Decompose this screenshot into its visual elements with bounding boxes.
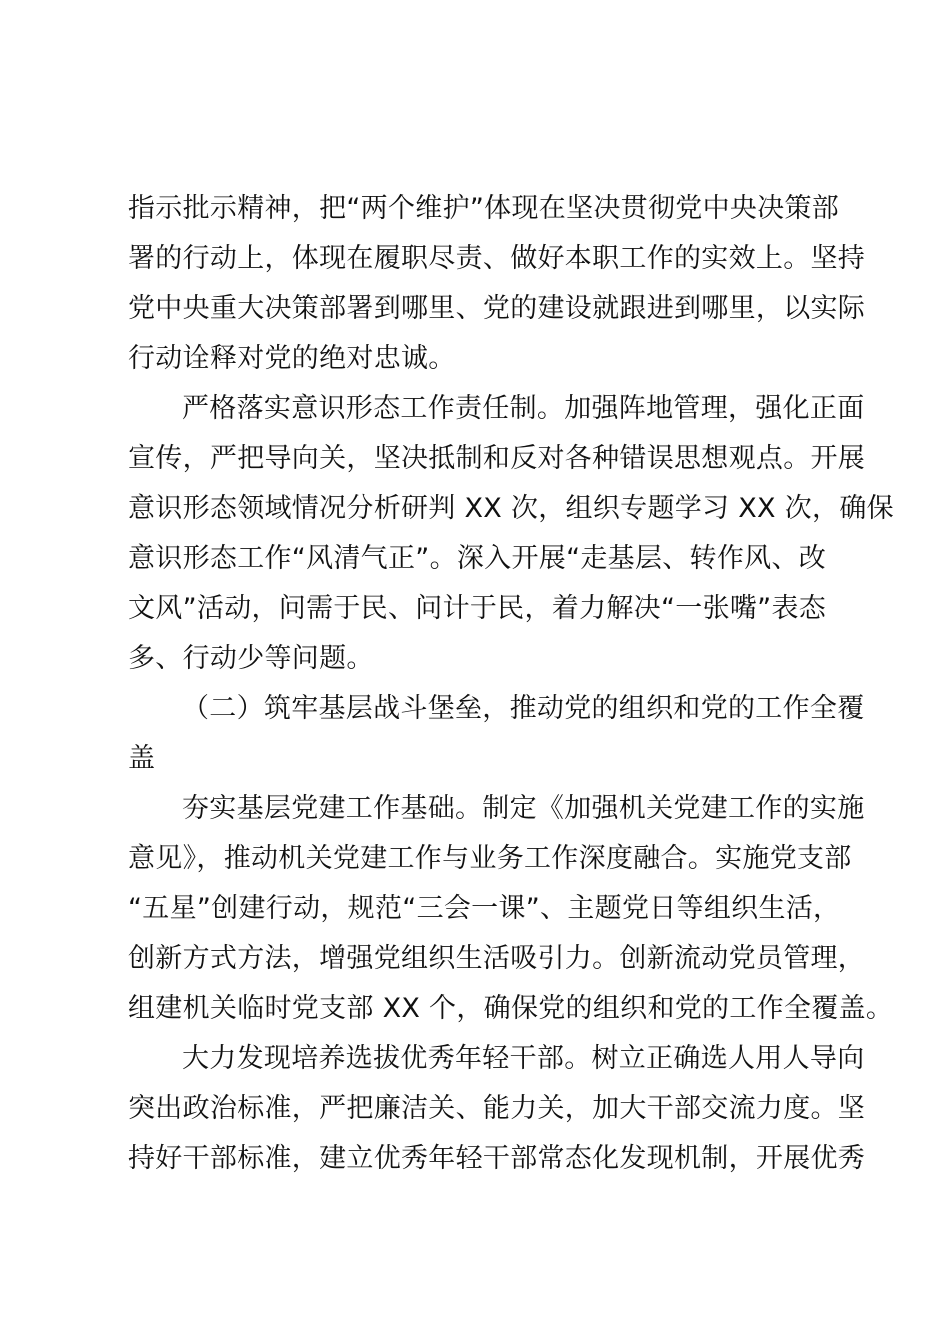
heading-line: （二）筑牢基层战斗堡垒，推动党的组织和党的工作全覆	[182, 693, 865, 724]
heading-line: 盖	[128, 743, 156, 774]
text-line: 持好干部标准，建立优秀年轻干部常态化发现机制，开展优秀	[128, 1143, 866, 1174]
text-line: 组建机关临时党支部 XX 个，确保党的组织和党的工作全覆盖。	[128, 993, 894, 1024]
text-line: 署的行动上，体现在履职尽责、做好本职工作的实效上。坚持	[128, 243, 866, 274]
text-line: “五星”创建行动，规范“三会一课”、主题党日等组织生活，	[128, 893, 841, 924]
paragraph-4	[128, 1034, 866, 1184]
text-line: 多、行动少等问题。	[128, 643, 374, 674]
text-line: 突出政治标准，严把廉洁关、能力关，加大干部交流力度。坚	[128, 1093, 866, 1124]
text-line: 夯实基层党建工作基础。制定《加强机关党建工作的实施	[182, 793, 865, 824]
text-line: 宣传，严把导向关，坚决抵制和反对各种错误思想观点。开展	[128, 443, 866, 474]
paragraph-3	[128, 784, 894, 1034]
text-line: 指示批示精神，把“两个维护”体现在坚决贯彻党中央决策部	[128, 193, 840, 224]
text-line: 党中央重大决策部署到哪里、党的建设就跟进到哪里，以实际	[128, 293, 866, 324]
text-line: 意见》，推动机关党建工作与业务工作深度融合。实施党支部	[128, 843, 852, 874]
text-line: 创新方式方法，增强党组织生活吸引力。创新流动党员管理，	[128, 943, 866, 974]
text-line: 意识形态工作“风清气正”。深入开展“走基层、转作风、改	[128, 543, 827, 574]
text-line: 意识形态领域情况分析研判 XX 次，组织专题学习 XX 次，确保	[128, 493, 894, 524]
paragraph-2	[128, 384, 894, 684]
paragraph-1	[128, 184, 866, 384]
section-heading	[128, 684, 865, 784]
text-line: 行动诠释对党的绝对忠诚。	[128, 343, 456, 374]
text-line: 文风”活动，问需于民、问计于民，着力解决“一张嘴”表态	[128, 593, 827, 624]
text-line: 严格落实意识形态工作责任制。加强阵地管理，强化正面	[182, 393, 865, 424]
text-line: 大力发现培养选拔优秀年轻干部。树立正确选人用人导向	[182, 1043, 865, 1074]
document-body	[128, 184, 894, 1184]
